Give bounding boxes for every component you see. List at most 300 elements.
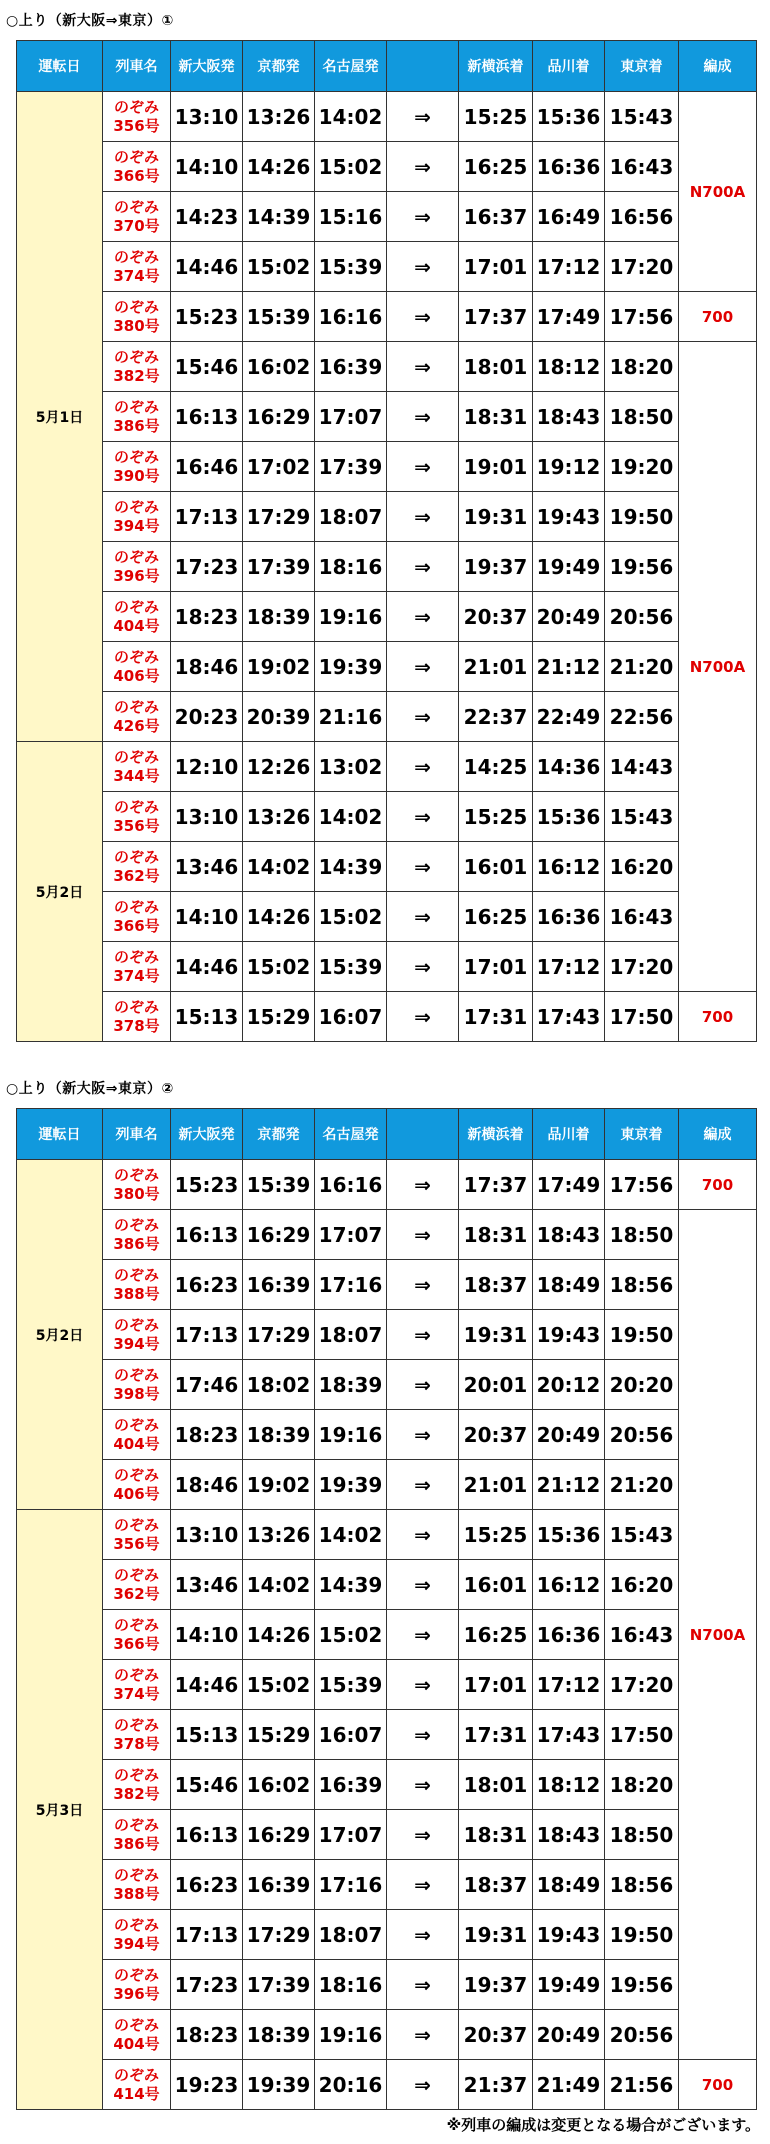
arrow-icon: ⇒: [387, 142, 459, 192]
tokyo-arr-time: 16:43: [605, 142, 679, 192]
shin-osaka-dep-time: 18:46: [171, 642, 243, 692]
formation-cell: N700A: [679, 1210, 757, 2060]
train-name-cell: [103, 1760, 171, 1810]
formation-cell: 700: [679, 1160, 757, 1210]
arrow-icon: ⇒: [387, 492, 459, 542]
shinagawa-arr-time: 16:49: [533, 192, 605, 242]
tokyo-arr-time: 16:43: [605, 1610, 679, 1660]
train-name-cell: [103, 1460, 171, 1510]
train-number: 388号: [113, 1284, 160, 1303]
footnote: ※列車の編成は変更となる場合がございます。: [446, 2116, 760, 2134]
train-name-cell: [103, 1910, 171, 1960]
shin-osaka-dep-time: 13:46: [171, 1560, 243, 1610]
table-row: [17, 342, 757, 392]
tokyo-arr-time: 18:50: [605, 1810, 679, 1860]
train-number: 374号: [113, 266, 160, 285]
shin-yokohama-arr-time: 14:25: [459, 742, 533, 792]
table-row: [17, 742, 757, 792]
table-row: [17, 2010, 757, 2060]
table-row: [17, 1610, 757, 1660]
arrow-icon: ⇒: [387, 792, 459, 842]
train-name: のぞみ: [113, 647, 159, 666]
kyoto-dep-time: 19:39: [243, 2060, 315, 2110]
kyoto-dep-time: 19:02: [243, 1460, 315, 1510]
train-name-cell: [103, 1660, 171, 1710]
nagoya-dep-time: 18:39: [315, 1360, 387, 1410]
train-name: のぞみ: [113, 247, 159, 266]
train-name: のぞみ: [113, 1815, 159, 1834]
table-row: [17, 542, 757, 592]
train-number: 426号: [113, 716, 160, 735]
arrow-icon: ⇒: [387, 642, 459, 692]
train-number: 362号: [113, 866, 160, 885]
train-number: 386号: [113, 1834, 160, 1853]
tokyo-arr-time: 19:56: [605, 542, 679, 592]
kyoto-dep-time: 15:39: [243, 1160, 315, 1210]
train-name-cell: [103, 842, 171, 892]
kyoto-dep-time: 18:39: [243, 2010, 315, 2060]
shin-osaka-dep-time: 13:10: [171, 792, 243, 842]
header-blank: [387, 41, 459, 92]
kyoto-dep-time: 12:26: [243, 742, 315, 792]
tokyo-arr-time: 17:50: [605, 1710, 679, 1760]
train-number: 380号: [113, 316, 160, 335]
shinagawa-arr-time: 18:43: [533, 1210, 605, 1260]
shinagawa-arr-time: 20:49: [533, 592, 605, 642]
train-name: のぞみ: [113, 1565, 159, 1584]
shin-yokohama-arr-time: 19:37: [459, 1960, 533, 2010]
train-name-cell: [103, 1310, 171, 1360]
train-name: のぞみ: [113, 1865, 159, 1884]
section-title-1: ○上り（新大阪⇒東京）①: [6, 13, 174, 29]
tokyo-arr-time: 17:20: [605, 242, 679, 292]
train-name: のぞみ: [113, 1665, 159, 1684]
train-name: のぞみ: [113, 1365, 159, 1384]
nagoya-dep-time: 17:07: [315, 392, 387, 442]
train-number: 366号: [113, 1634, 160, 1653]
table-row: [17, 1410, 757, 1460]
kyoto-dep-time: 18:02: [243, 1360, 315, 1410]
formation-cell: N700A: [679, 92, 757, 292]
nagoya-dep-time: 18:16: [315, 542, 387, 592]
kyoto-dep-time: 16:39: [243, 1260, 315, 1310]
header-train: 列車名: [103, 1109, 171, 1160]
header-nagoya: 名古屋発: [315, 41, 387, 92]
shin-osaka-dep-time: 17:46: [171, 1360, 243, 1410]
train-name: のぞみ: [113, 1265, 159, 1284]
train-name: のぞみ: [113, 1165, 159, 1184]
train-name: のぞみ: [113, 347, 159, 366]
shin-yokohama-arr-time: 16:25: [459, 892, 533, 942]
kyoto-dep-time: 13:26: [243, 792, 315, 842]
table-row: [17, 792, 757, 842]
shin-yokohama-arr-time: 20:37: [459, 1410, 533, 1460]
tokyo-arr-time: 20:20: [605, 1360, 679, 1410]
shinagawa-arr-time: 18:43: [533, 1810, 605, 1860]
kyoto-dep-time: 16:29: [243, 392, 315, 442]
train-number: 386号: [113, 416, 160, 435]
kyoto-dep-time: 19:02: [243, 642, 315, 692]
shin-osaka-dep-time: 18:23: [171, 1410, 243, 1460]
shin-yokohama-arr-time: 17:31: [459, 992, 533, 1042]
arrow-icon: ⇒: [387, 442, 459, 492]
shinagawa-arr-time: 19:43: [533, 1310, 605, 1360]
header-tokyo: 東京着: [605, 1109, 679, 1160]
section-title-2: ○上り（新大阪⇒東京）②: [6, 1081, 174, 1097]
shinagawa-arr-time: 16:36: [533, 892, 605, 942]
train-name-cell: [103, 1560, 171, 1610]
train-name: のぞみ: [113, 447, 159, 466]
shinagawa-arr-time: 15:36: [533, 1510, 605, 1560]
train-name-cell: [103, 742, 171, 792]
tokyo-arr-time: 16:20: [605, 842, 679, 892]
train-name-cell: [103, 942, 171, 992]
train-number: 386号: [113, 1234, 160, 1253]
header-row: [17, 1109, 757, 1160]
nagoya-dep-time: 20:16: [315, 2060, 387, 2110]
shin-yokohama-arr-time: 17:01: [459, 1660, 533, 1710]
shin-yokohama-arr-time: 19:31: [459, 1310, 533, 1360]
shinagawa-arr-time: 19:12: [533, 442, 605, 492]
nagoya-dep-time: 17:16: [315, 1860, 387, 1910]
shin-osaka-dep-time: 16:46: [171, 442, 243, 492]
train-name-cell: [103, 1210, 171, 1260]
table-row: [17, 1460, 757, 1510]
kyoto-dep-time: 16:02: [243, 342, 315, 392]
shinagawa-arr-time: 19:49: [533, 1960, 605, 2010]
arrow-icon: ⇒: [387, 1560, 459, 1610]
nagoya-dep-time: 19:39: [315, 1460, 387, 1510]
tokyo-arr-time: 19:50: [605, 492, 679, 542]
tokyo-arr-time: 18:56: [605, 1260, 679, 1310]
tokyo-arr-time: 19:50: [605, 1910, 679, 1960]
train-number: 404号: [113, 616, 160, 635]
arrow-icon: ⇒: [387, 1660, 459, 1710]
tokyo-arr-time: 19:50: [605, 1310, 679, 1360]
nagoya-dep-time: 16:07: [315, 992, 387, 1042]
shin-osaka-dep-time: 14:10: [171, 1610, 243, 1660]
train-name: のぞみ: [113, 1515, 159, 1534]
header-shin-yokohama: 新横浜着: [459, 1109, 533, 1160]
header-kyoto: 京都発: [243, 1109, 315, 1160]
header-shin-yokohama: 新横浜着: [459, 41, 533, 92]
table-row: [17, 1960, 757, 2010]
nagoya-dep-time: 14:39: [315, 842, 387, 892]
train-number: 380号: [113, 1184, 160, 1203]
shinagawa-arr-time: 14:36: [533, 742, 605, 792]
header-train: 列車名: [103, 41, 171, 92]
tokyo-arr-time: 20:56: [605, 1410, 679, 1460]
train-number: 362号: [113, 1584, 160, 1603]
table-row: [17, 1310, 757, 1360]
arrow-icon: ⇒: [387, 2010, 459, 2060]
kyoto-dep-time: 15:29: [243, 992, 315, 1042]
nagoya-dep-time: 17:39: [315, 442, 387, 492]
tokyo-arr-time: 16:56: [605, 192, 679, 242]
shin-yokohama-arr-time: 18:37: [459, 1260, 533, 1310]
train-name-cell: [103, 192, 171, 242]
train-number: 404号: [113, 2034, 160, 2053]
train-name-cell: [103, 392, 171, 442]
formation-cell: N700A: [679, 342, 757, 992]
tokyo-arr-time: 21:20: [605, 1460, 679, 1510]
nagoya-dep-time: 14:02: [315, 792, 387, 842]
train-name: のぞみ: [113, 147, 159, 166]
header-shinagawa: 品川着: [533, 41, 605, 92]
train-name-cell: [103, 442, 171, 492]
kyoto-dep-time: 13:26: [243, 1510, 315, 1560]
shinagawa-arr-time: 20:49: [533, 2010, 605, 2060]
nagoya-dep-time: 19:39: [315, 642, 387, 692]
shin-osaka-dep-time: 15:13: [171, 1710, 243, 1760]
shinagawa-arr-time: 22:49: [533, 692, 605, 742]
kyoto-dep-time: 13:26: [243, 92, 315, 142]
shin-osaka-dep-time: 17:23: [171, 542, 243, 592]
arrow-icon: ⇒: [387, 342, 459, 392]
arrow-icon: ⇒: [387, 1510, 459, 1560]
train-name-cell: [103, 592, 171, 642]
table-row: [17, 2060, 757, 2110]
nagoya-dep-time: 14:02: [315, 92, 387, 142]
arrow-icon: ⇒: [387, 1610, 459, 1660]
shin-osaka-dep-time: 18:46: [171, 1460, 243, 1510]
shinagawa-arr-time: 18:12: [533, 1760, 605, 1810]
train-name: のぞみ: [113, 997, 159, 1016]
shinagawa-arr-time: 19:49: [533, 542, 605, 592]
tokyo-arr-time: 17:20: [605, 1660, 679, 1710]
shin-osaka-dep-time: 18:23: [171, 2010, 243, 2060]
tokyo-arr-time: 21:20: [605, 642, 679, 692]
tokyo-arr-time: 19:56: [605, 1960, 679, 2010]
shinagawa-arr-time: 21:49: [533, 2060, 605, 2110]
train-name-cell: [103, 92, 171, 142]
train-name-cell: [103, 992, 171, 1042]
train-name-cell: [103, 1260, 171, 1310]
table-row: [17, 92, 757, 142]
shin-osaka-dep-time: 14:46: [171, 942, 243, 992]
nagoya-dep-time: 15:02: [315, 892, 387, 942]
train-name: のぞみ: [113, 597, 159, 616]
train-number: 382号: [113, 1784, 160, 1803]
train-number: 406号: [113, 1484, 160, 1503]
kyoto-dep-time: 20:39: [243, 692, 315, 742]
train-name: のぞみ: [113, 197, 159, 216]
arrow-icon: ⇒: [387, 1710, 459, 1760]
tokyo-arr-time: 22:56: [605, 692, 679, 742]
nagoya-dep-time: 17:16: [315, 1260, 387, 1310]
train-name: のぞみ: [113, 297, 159, 316]
kyoto-dep-time: 17:29: [243, 1910, 315, 1960]
shinagawa-arr-time: 16:36: [533, 1610, 605, 1660]
train-number: 398号: [113, 1384, 160, 1403]
table-row: [17, 1860, 757, 1910]
header-nagoya: 名古屋発: [315, 1109, 387, 1160]
shin-yokohama-arr-time: 17:37: [459, 1160, 533, 1210]
nagoya-dep-time: 17:07: [315, 1810, 387, 1860]
shin-osaka-dep-time: 14:10: [171, 142, 243, 192]
table-row: [17, 992, 757, 1042]
arrow-icon: ⇒: [387, 1760, 459, 1810]
nagoya-dep-time: 16:16: [315, 1160, 387, 1210]
operation-date: 5月2日: [17, 1160, 103, 1510]
kyoto-dep-time: 18:39: [243, 592, 315, 642]
header-date: 運転日: [17, 41, 103, 92]
train-name: のぞみ: [113, 2065, 159, 2084]
arrow-icon: ⇒: [387, 1210, 459, 1260]
arrow-icon: ⇒: [387, 392, 459, 442]
shin-osaka-dep-time: 13:10: [171, 1510, 243, 1560]
header-date: 運転日: [17, 1109, 103, 1160]
table-row: [17, 1710, 757, 1760]
shinagawa-arr-time: 18:12: [533, 342, 605, 392]
shin-yokohama-arr-time: 20:01: [459, 1360, 533, 1410]
shin-osaka-dep-time: 16:13: [171, 1210, 243, 1260]
train-name: のぞみ: [113, 1215, 159, 1234]
tokyo-arr-time: 15:43: [605, 1510, 679, 1560]
kyoto-dep-time: 14:26: [243, 142, 315, 192]
table-row: [17, 1260, 757, 1310]
shin-osaka-dep-time: 14:10: [171, 892, 243, 942]
train-name-cell: [103, 692, 171, 742]
tokyo-arr-time: 18:50: [605, 1210, 679, 1260]
tokyo-arr-time: 19:20: [605, 442, 679, 492]
shinagawa-arr-time: 17:43: [533, 992, 605, 1042]
table-row: [17, 892, 757, 942]
tokyo-arr-time: 15:43: [605, 92, 679, 142]
train-number: 404号: [113, 1434, 160, 1453]
tokyo-arr-time: 18:20: [605, 342, 679, 392]
nagoya-dep-time: 15:39: [315, 942, 387, 992]
shin-yokohama-arr-time: 18:37: [459, 1860, 533, 1910]
train-name: のぞみ: [113, 947, 159, 966]
shin-osaka-dep-time: 15:46: [171, 1760, 243, 1810]
train-number: 406号: [113, 666, 160, 685]
table-row: [17, 692, 757, 742]
kyoto-dep-time: 17:29: [243, 492, 315, 542]
train-name-cell: [103, 1610, 171, 1660]
arrow-icon: ⇒: [387, 992, 459, 1042]
tokyo-arr-time: 17:56: [605, 1160, 679, 1210]
table-row: [17, 142, 757, 192]
table-row: [17, 192, 757, 242]
train-name: のぞみ: [113, 747, 159, 766]
nagoya-dep-time: 16:39: [315, 342, 387, 392]
kyoto-dep-time: 14:39: [243, 192, 315, 242]
train-name-cell: [103, 292, 171, 342]
shinagawa-arr-time: 18:49: [533, 1260, 605, 1310]
train-number: 356号: [113, 816, 160, 835]
table-row: [17, 1910, 757, 1960]
kyoto-dep-time: 15:39: [243, 292, 315, 342]
shin-yokohama-arr-time: 16:25: [459, 142, 533, 192]
shin-osaka-dep-time: 14:23: [171, 192, 243, 242]
shin-osaka-dep-time: 13:10: [171, 92, 243, 142]
shin-osaka-dep-time: 15:23: [171, 1160, 243, 1210]
arrow-icon: ⇒: [387, 192, 459, 242]
train-name: のぞみ: [113, 897, 159, 916]
train-name-cell: [103, 1710, 171, 1760]
shinagawa-arr-time: 17:12: [533, 942, 605, 992]
table-row: [17, 1210, 757, 1260]
shin-yokohama-arr-time: 15:25: [459, 92, 533, 142]
nagoya-dep-time: 16:39: [315, 1760, 387, 1810]
table-row: [17, 1810, 757, 1860]
shin-osaka-dep-time: 16:23: [171, 1260, 243, 1310]
shin-yokohama-arr-time: 19:37: [459, 542, 533, 592]
nagoya-dep-time: 13:02: [315, 742, 387, 792]
shin-osaka-dep-time: 13:46: [171, 842, 243, 892]
train-number: 394号: [113, 1934, 160, 1953]
arrow-icon: ⇒: [387, 1860, 459, 1910]
train-name: のぞみ: [113, 847, 159, 866]
arrow-icon: ⇒: [387, 1810, 459, 1860]
train-number: 396号: [113, 1984, 160, 2003]
shin-osaka-dep-time: 17:13: [171, 492, 243, 542]
kyoto-dep-time: 18:39: [243, 1410, 315, 1460]
table-row: [17, 492, 757, 542]
tokyo-arr-time: 16:43: [605, 892, 679, 942]
shin-osaka-dep-time: 17:23: [171, 1960, 243, 2010]
train-name-cell: [103, 642, 171, 692]
kyoto-dep-time: 15:02: [243, 1660, 315, 1710]
shinagawa-arr-time: 17:43: [533, 1710, 605, 1760]
arrow-icon: ⇒: [387, 942, 459, 992]
shinagawa-arr-time: 18:49: [533, 1860, 605, 1910]
header-blank: [387, 1109, 459, 1160]
formation-cell: 700: [679, 2060, 757, 2110]
shinagawa-arr-time: 16:12: [533, 842, 605, 892]
nagoya-dep-time: 15:39: [315, 1660, 387, 1710]
shin-yokohama-arr-time: 19:31: [459, 1910, 533, 1960]
arrow-icon: ⇒: [387, 1260, 459, 1310]
operation-date: 5月2日: [17, 742, 103, 1042]
shin-osaka-dep-time: 20:23: [171, 692, 243, 742]
train-name: のぞみ: [113, 1765, 159, 1784]
header-shin-osaka: 新大阪発: [171, 1109, 243, 1160]
arrow-icon: ⇒: [387, 692, 459, 742]
kyoto-dep-time: 17:29: [243, 1310, 315, 1360]
shin-osaka-dep-time: 14:46: [171, 1660, 243, 1710]
train-name: のぞみ: [113, 2015, 159, 2034]
shin-yokohama-arr-time: 19:01: [459, 442, 533, 492]
train-number: 374号: [113, 1684, 160, 1703]
shin-yokohama-arr-time: 22:37: [459, 692, 533, 742]
train-name: のぞみ: [113, 1415, 159, 1434]
train-name-cell: [103, 1960, 171, 2010]
tokyo-arr-time: 14:43: [605, 742, 679, 792]
nagoya-dep-time: 16:16: [315, 292, 387, 342]
header-formation: 編成: [679, 41, 757, 92]
shinagawa-arr-time: 16:12: [533, 1560, 605, 1610]
train-number: 378号: [113, 1016, 160, 1035]
timetable-1: [16, 40, 757, 1042]
kyoto-dep-time: 16:29: [243, 1210, 315, 1260]
shin-osaka-dep-time: 15:46: [171, 342, 243, 392]
tokyo-arr-time: 18:56: [605, 1860, 679, 1910]
header-shinagawa: 品川着: [533, 1109, 605, 1160]
kyoto-dep-time: 15:29: [243, 1710, 315, 1760]
train-name: のぞみ: [113, 397, 159, 416]
table-row: [17, 1660, 757, 1710]
tokyo-arr-time: 17:56: [605, 292, 679, 342]
nagoya-dep-time: 15:39: [315, 242, 387, 292]
train-number: 344号: [113, 766, 160, 785]
header-kyoto: 京都発: [243, 41, 315, 92]
shinagawa-arr-time: 20:12: [533, 1360, 605, 1410]
train-number: 370号: [113, 216, 160, 235]
shin-osaka-dep-time: 16:23: [171, 1860, 243, 1910]
kyoto-dep-time: 16:02: [243, 1760, 315, 1810]
